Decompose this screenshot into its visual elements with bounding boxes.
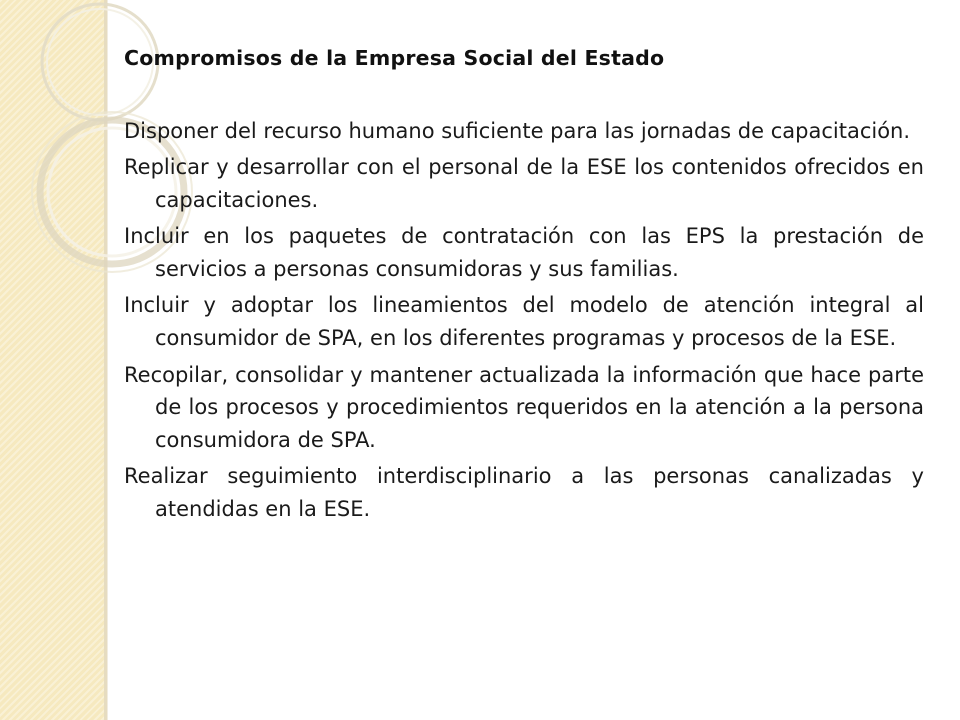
list-item: Replicar y desarrollar con el personal de la ESE los contenidos ofrecidos en capacitaciones. — [124, 155, 924, 212]
slide-title: Compromisos de la Empresa Social del Estado — [124, 46, 665, 70]
list-item: Disponer del recurso humano suficiente para las jornadas de capacitación. — [124, 118, 911, 143]
list-item: Recopilar, consolidar y mantener actualizada la información que hace parte de los procesos y procedimientos requeridos en la atención a la persona consumidora de SPA. — [124, 362, 924, 452]
list-item: Incluir en los paquetes de contratación con las EPS la prestación de servicios a personas consumidoras y sus familias. — [124, 224, 924, 281]
list-item: Incluir y adoptar los lineamientos del modelo de atención integral al consumidor de SPA, en los diferentes programas y procesos de la ESE. — [124, 293, 924, 350]
slide-content — [124, 44, 924, 529]
left-decorative-band — [0, 0, 104, 720]
band-divider-highlight — [107, 0, 108, 720]
list-item: Realizar seguimiento interdisciplinario a las personas canalizadas y atendidas en la ESE. — [124, 464, 924, 521]
